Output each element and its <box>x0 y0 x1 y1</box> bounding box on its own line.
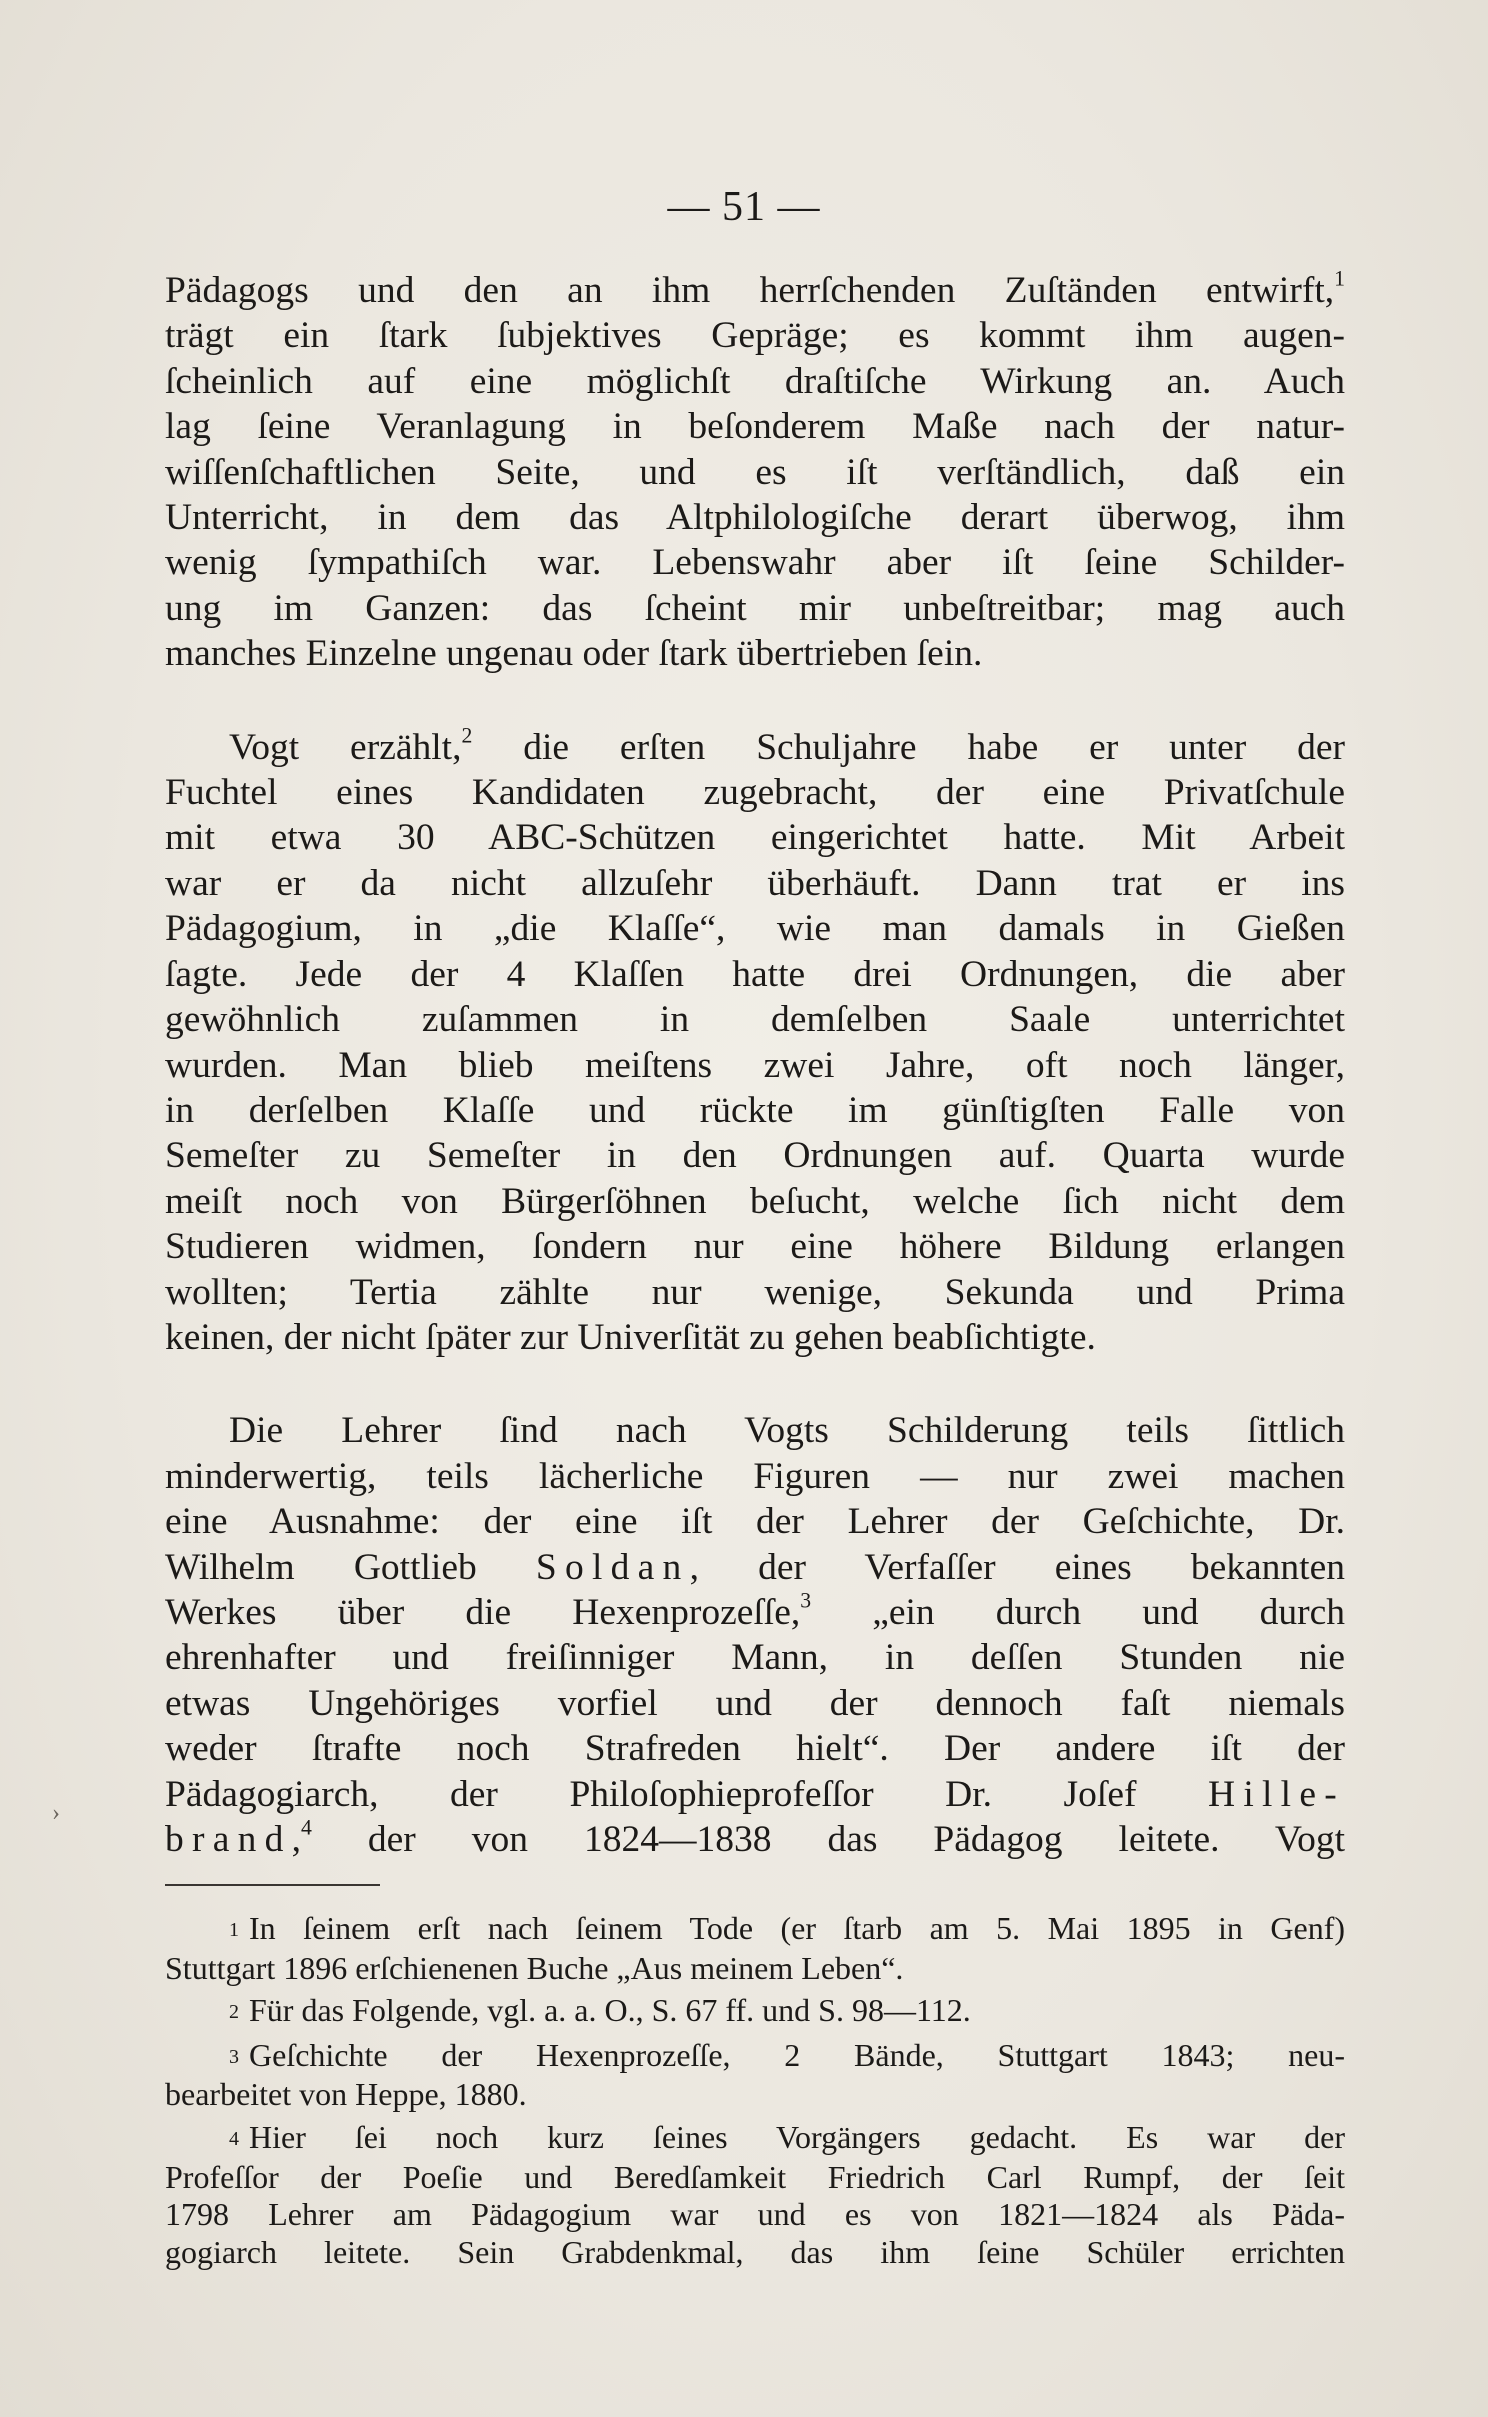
footnote-line: 3 Geſchichte der Hexenprozeſſe, 2 Bände, Stuttgart 1843; neu- <box>165 2037 1345 2077</box>
text-line: lag ſeine Veranlagung in beſonderem Maße nach der natur- <box>165 406 1345 448</box>
text-line: weder ſtrafte noch Strafreden hielt“. Der andere iſt der <box>165 1728 1345 1770</box>
text-line: meiſt noch von Bürgerſöhnen beſucht, welche ſich nicht dem <box>165 1180 1345 1222</box>
text-line: ung im Ganzen: das ſcheint mir unbeſtreitbar; mag auch <box>165 587 1345 629</box>
text-line: etwas Ungehöriges vorfiel und der dennoch faſt niemals <box>165 1682 1345 1724</box>
main-text <box>165 268 1345 1862</box>
footnote-ref: 1 <box>1334 266 1345 291</box>
spaced-name: brand <box>165 1819 292 1860</box>
text-line: ſcheinlich auf eine möglichſt draſtiſche Wirkung an. Auch <box>165 360 1345 402</box>
footnote-1 <box>165 1910 1345 1987</box>
text-line: minderwertig, teils lächerliche Figuren — nur zwei machen <box>165 1455 1345 1497</box>
text-line: trägt ein ſtark ſubjektives Gepräge; es kommt ihm augen- <box>165 315 1345 357</box>
text-line: Pädagogiarch, der Philoſophieprofeſſor Dr. Joſef Hille- <box>165 1773 1345 1815</box>
text-line: brand,$^4$ der von 1824—1838 das Pädagog leitete. Vogt <box>165 1815 1345 1860</box>
text-line: Semeſter zu Semeſter in den Ordnungen auf. Quarta wurde <box>165 1135 1345 1177</box>
footnote-4 <box>165 2119 1345 2271</box>
text-line: Pädagogs und den an ihm herrſchenden Zuſtänden entwirft,$^1$ <box>165 266 1345 311</box>
spaced-name: Hille- <box>1208 1773 1345 1815</box>
footnote-line: Profeſſor der Poeſie und Beredſamkeit Friedrich Carl Rumpf, der ſeit <box>165 2158 1345 2195</box>
footnote-line: 2 Für das Folgende, vgl. a. a. O., S. 67 ff. und S. 98—112. <box>165 1992 1345 2032</box>
footnote-line: 1798 Lehrer am Pädagogium war und es von 1821—1824 als Päda- <box>165 2196 1345 2233</box>
page-number: — 51 — <box>667 184 821 230</box>
footnotes <box>165 1910 1345 2276</box>
text-line: eine Ausnahme: der eine iſt der Lehrer der Geſchichte, Dr. <box>165 1501 1345 1543</box>
text-line: war er da nicht allzuſehr überhäuft. Dann trat er ins <box>165 862 1345 904</box>
footnote-number: 2 <box>229 2001 239 2024</box>
text-line: Vogt erzählt,$^2$ die erſten Schuljahre habe er unter der <box>229 723 1345 768</box>
text-line: wurden. Man blieb meiſtens zwei Jahre, oft noch länger, <box>165 1044 1345 1086</box>
footnote-number: 3 <box>229 2045 239 2068</box>
footnote-line: 1 In ſeinem erſt nach ſeinem Tode (er ſtarb am 5. Mai 1895 in Genf) <box>165 1910 1345 1950</box>
footnote-divider <box>165 1884 380 1886</box>
footnote-line: bearbeitet von Heppe, 1880. <box>165 2076 527 2113</box>
text-line: Werkes über die Hexenprozeſſe,$^3$ „ein durch und durch <box>165 1588 1345 1633</box>
footnote-2 <box>165 1992 1345 2032</box>
footnote-line: Stuttgart 1896 erſchienenen Buche „Aus meinem Leben“. <box>165 1949 904 1986</box>
text-line: Unterricht, in dem das Altphilologiſche derart überwog, ihm <box>165 497 1345 539</box>
text-line: Fuchtel eines Kandidaten zugebracht, der eine Privatſchule <box>165 772 1345 814</box>
footnote-number: 4 <box>229 2127 239 2150</box>
text-line: wenig ſympathiſch war. Lebenswahr aber iſt ſeine Schilder- <box>165 542 1345 584</box>
paragraph-1 <box>165 268 1345 677</box>
footnote-ref: 4 <box>301 1815 312 1840</box>
text-line: Die Lehrer ſind nach Vogts Schilderung teils ſittlich <box>229 1410 1345 1452</box>
margin-mark: › <box>52 1800 60 1826</box>
footnote-3 <box>165 2037 1345 2114</box>
paragraph-3 <box>165 1408 1345 1862</box>
text-line: mit etwa 30 ABC-Schützen eingerichtet hatte. Mit Arbeit <box>165 817 1345 859</box>
paragraph-2 <box>165 725 1345 1361</box>
text-line: in derſelben Klaſſe und rückte im günſtigſten Falle von <box>165 1089 1345 1131</box>
text-line: wollten; Tertia zählte nur wenige, Sekunda und Prima <box>165 1271 1345 1313</box>
text-line: manches Einzelne ungenau oder ſtark übertrieben ſein. <box>165 633 983 675</box>
text-line: gewöhnlich zuſammen in demſelben Saale unterrichtet <box>165 999 1345 1041</box>
spaced-name: Soldan <box>535 1546 690 1588</box>
footnote-ref: 3 <box>800 1588 812 1613</box>
text-line: ehrenhafter und freiſinniger Mann, in deſſen Stunden nie <box>165 1637 1345 1679</box>
text-line: keinen, der nicht ſpäter zur Univerſität zu gehen beabſichtigte. <box>165 1316 1096 1358</box>
footnote-line: 4 Hier ſei noch kurz ſeines Vorgängers gedacht. Es war der <box>165 2119 1345 2159</box>
footnote-ref: 2 <box>461 723 473 748</box>
text-line: wiſſenſchaftlichen Seite, und es iſt verſtändlich, daß ein <box>165 451 1345 493</box>
text-line: Pädagogium, in „die Klaſſe“, wie man damals in Gießen <box>165 908 1345 950</box>
text-line: ſagte. Jede der 4 Klaſſen hatte drei Ordnungen, die aber <box>165 953 1345 995</box>
footnote-line: gogiarch leitete. Sein Grabdenkmal, das ihm ſeine Schüler errichten <box>165 2233 1345 2270</box>
text-line: Studieren widmen, ſondern nur eine höhere Bildung erlangen <box>165 1226 1345 1268</box>
text-line: Wilhelm Gottlieb Soldan, der Verfaſſer eines bekannten <box>165 1546 1345 1588</box>
footnote-number: 1 <box>229 1919 239 1941</box>
